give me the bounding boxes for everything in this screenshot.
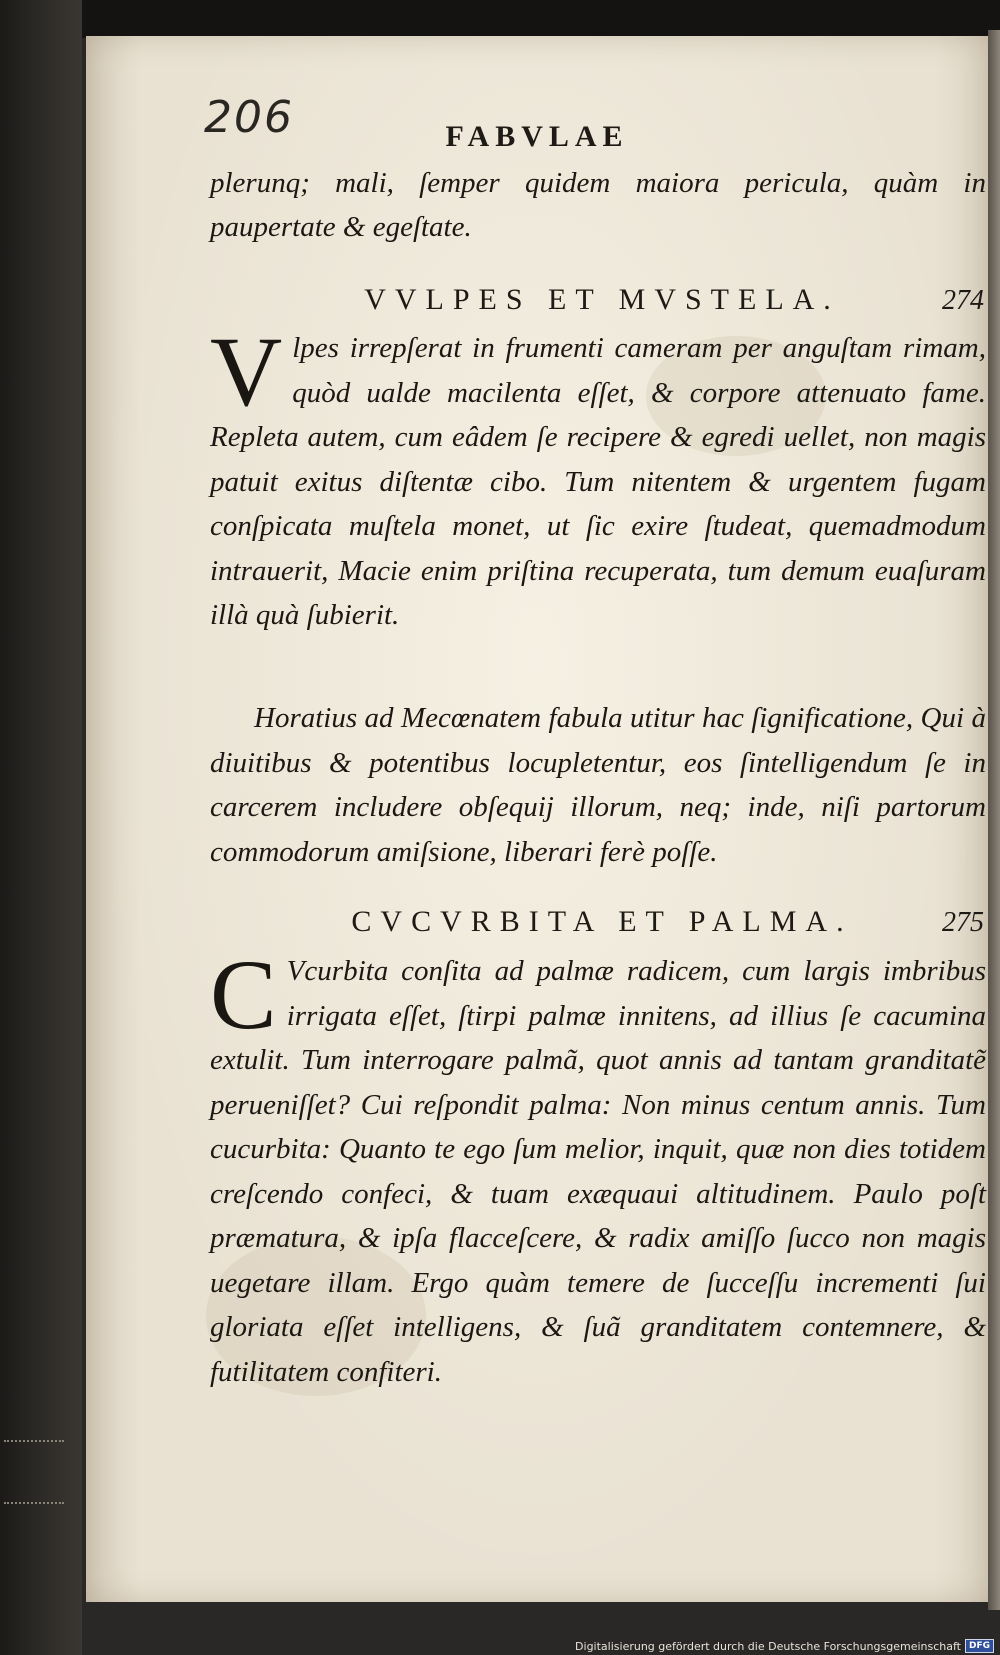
page-edge [988,30,1000,1610]
spine-decoration [4,1440,64,1504]
fable-title: VVLPES ET MVSTELA. [364,283,840,316]
moral-text: Horatius ad Mecœnatem fabula utitur hac ſignificatione, Qui à diuitibus & potentibus locupletentur, eos ſintelligendum ſe in carcerem includere obſequij illorum, neq; inde, niſi partorum commodorum amiſsione, liberari ferè poſſe. [210,702,986,868]
fable-heading-274 [222,283,992,317]
drop-cap: C [210,939,277,1050]
fable-heading-275 [222,905,992,939]
fable-body-275 [210,939,986,1394]
running-head: FABVLAE [445,120,629,153]
dfg-logo: DFG [965,1639,994,1653]
fable-moral-274 [210,696,986,874]
credit-text: Digitalisierung gefördert durch die Deutsche Forschungsgemeinschaft [575,1639,961,1653]
intro-paragraph [210,162,986,249]
fable-number: 274 [942,285,984,316]
fable-body-274 [210,316,986,638]
intro-text: plerunq; mali, ſemper quidem maiora pericula, quàm in paupertate & egeſtate. [210,167,986,243]
digitization-credit [575,1639,994,1653]
fable-title: CVCVRBITA ET PALMA. [351,905,853,938]
fable-number: 275 [942,907,984,938]
fable-text: lpes irrepſerat in frumenti cameram per anguſtam rimam, quòd ualde macilenta eſſet, & corpore attenuato fame. Repleta autem, cum eâdem ſe recipere & egredi uellet, non magis patuit exitus diſtentæ cibo. Tum nitentem & urgentem fugam conſpicata muſtela monet, ut ſic exire ſtudeat, quemadmodum intrauerit, Macie enim priſtina recuperata, tum demum euaſuram illà quà ſubierit. [210,332,986,631]
scan-top-border [0,0,1000,38]
fable-text: Vcurbita conſita ad palmæ radicem, cum largis imbribus irrigata eſſet, ſtirpi palmæ innitens, ad illius ſe cacumina extulit. Tum interrogare palmã, quot annis ad tantam granditatẽ perueniſſet? Cui reſpondit palma: Non minus centum annis. Tum cucurbita: Quanto te ego ſum melior, inquit, quæ non dies totidem creſcendo confeci, & tuam exæquaui altitudinem. Paulo poſt præmatura, & ipſa flacceſcere, & radix amiſſo ſucco non magis uegetare illam. Ergo quàm temere de ſucceſſu incrementi ſui gloriata eſſet intelligens, & ſuã granditatem contemnere, & futilitatem confiteri. [210,955,986,1388]
page-number-handwritten: 206 [204,92,294,143]
book-spine [0,0,82,1655]
drop-cap: V [210,316,283,427]
book-page [86,36,988,1602]
